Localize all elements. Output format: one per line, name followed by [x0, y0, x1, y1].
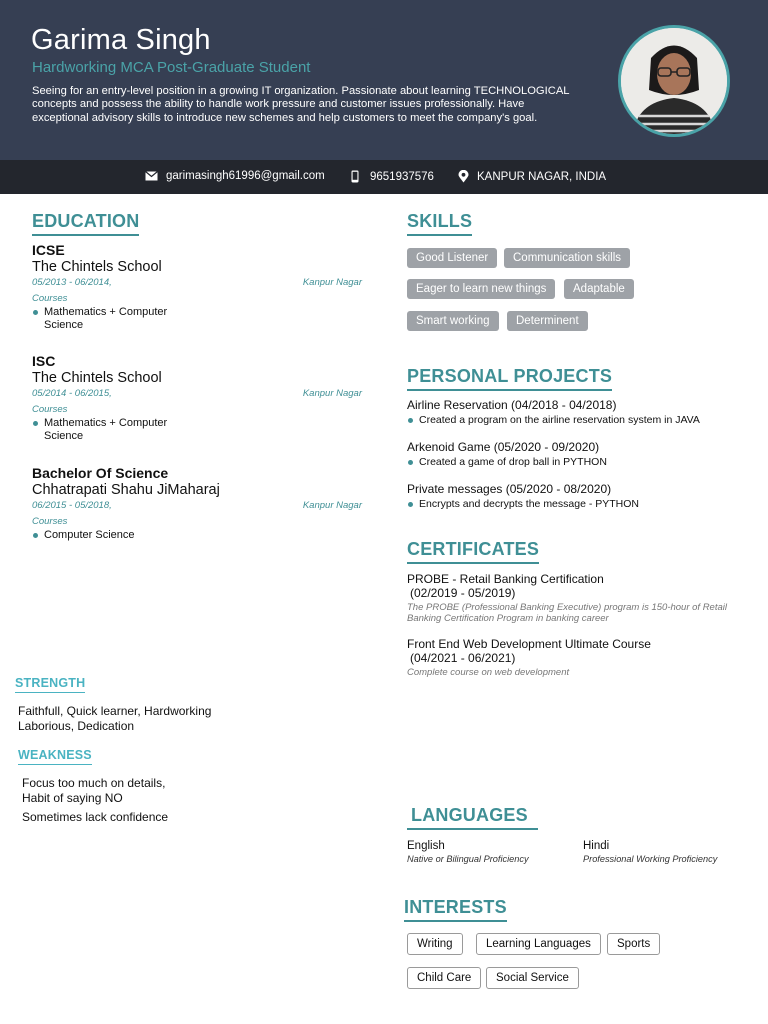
project-description: Created a game of drop ball in PYTHON — [407, 456, 747, 469]
education-location: Kanpur Nagar — [302, 388, 362, 399]
education-dates: 05/2013 - 06/2014, — [32, 277, 112, 288]
certificate-item — [407, 573, 737, 624]
profile-photo — [618, 25, 730, 137]
certificate-description: The PROBE (Professional Banking Executive) program is 150-hour of Retail Banking Certification Program in banking career — [407, 602, 727, 624]
interest-chip: Writing — [407, 933, 463, 955]
skills-heading: SKILLS — [407, 211, 472, 236]
interest-chip: Sports — [607, 933, 660, 955]
contact-phone[interactable] — [351, 170, 434, 183]
project-item — [407, 398, 747, 427]
certificate-description: Complete course on web development — [407, 667, 570, 678]
education-item — [32, 353, 362, 443]
location-pin-icon — [458, 170, 469, 183]
certificate-item — [407, 638, 737, 678]
language-item — [583, 840, 717, 864]
skill-chip: Eager to learn new things — [407, 279, 555, 299]
candidate-name: Garima Singh — [31, 24, 211, 56]
certificate-title: PROBE - Retail Banking Certification — [407, 572, 604, 586]
course-item: Mathematics + Computer Science — [32, 417, 362, 443]
languages-heading: LANGUAGES — [407, 805, 538, 830]
education-item — [32, 465, 362, 542]
strength-heading: STRENGTH — [15, 676, 85, 693]
skill-chip: Smart working — [407, 311, 499, 331]
skill-chip: Communication skills — [504, 248, 630, 268]
degree-name: ISC — [32, 353, 56, 369]
education-location: Kanpur Nagar — [302, 277, 362, 288]
profile-summary: Seeing for an entry-level position in a growing IT organization. Passionate about learning TECHNOLOGICAL concepts and possess the ability to handle work pressure and customer issues professionally. Have exceptional advisory skills to introduce new schemes and help customers to meet the company's goal. — [32, 85, 570, 124]
project-title: Arkenoid Game (05/2020 - 09/2020) — [407, 440, 600, 454]
weakness-heading: WEAKNESS — [18, 748, 92, 765]
phone-text: 9651937576 — [370, 170, 434, 183]
interest-chip: Social Service — [486, 967, 579, 989]
bullet-dot-icon — [33, 310, 38, 315]
certificates-heading: CERTIFICATES — [407, 539, 539, 564]
skill-chip: Determinent — [507, 311, 588, 331]
degree-name: Bachelor Of Science — [32, 465, 169, 481]
certificate-dates: (04/2021 - 06/2021) — [410, 650, 516, 665]
certificate-title: Front End Web Development Ultimate Course — [407, 637, 651, 651]
strength-text: Faithfull, Quick learner, Hardworking Laborious, Dedication — [18, 704, 212, 733]
projects-heading: PERSONAL PROJECTS — [407, 366, 612, 391]
weakness-text: Focus too much on details, Habit of saying NO Sometimes lack confidence — [22, 776, 169, 824]
project-title: Private messages (05/2020 - 08/2020) — [407, 482, 612, 496]
education-dates: 06/2015 - 05/2018, — [32, 500, 112, 511]
education-item — [32, 242, 362, 332]
language-name: English — [407, 840, 445, 852]
courses-label: Courses — [32, 516, 68, 527]
education-heading: EDUCATION — [32, 211, 139, 236]
contact-bar — [0, 160, 768, 194]
envelope-icon — [145, 171, 158, 181]
courses-label: Courses — [32, 293, 68, 304]
bullet-dot-icon — [33, 421, 38, 426]
person-photo-icon — [621, 28, 727, 134]
project-item — [407, 440, 747, 469]
bullet-dot-icon — [408, 502, 413, 507]
project-item — [407, 482, 747, 511]
school-name: Chhatrapati Shahu JiMaharaj — [32, 482, 220, 498]
certificate-dates: (02/2019 - 05/2019) — [410, 585, 516, 600]
mobile-phone-icon — [351, 170, 359, 183]
education-dates: 05/2014 - 06/2015, — [32, 388, 112, 399]
skill-chip: Adaptable — [564, 279, 634, 299]
resume-header — [0, 0, 768, 160]
bullet-dot-icon — [408, 418, 413, 423]
interests-heading: INTERESTS — [404, 897, 507, 922]
bullet-dot-icon — [408, 460, 413, 465]
interest-chip: Learning Languages — [476, 933, 601, 955]
bullet-dot-icon — [33, 533, 38, 538]
candidate-tagline: Hardworking MCA Post-Graduate Student — [32, 59, 311, 76]
project-description: Encrypts and decrypts the message - PYTHON — [407, 498, 747, 511]
school-name: The Chintels School — [32, 370, 162, 386]
project-description: Created a program on the airline reservation system in JAVA — [407, 414, 747, 427]
project-title: Airline Reservation (04/2018 - 04/2018) — [407, 398, 617, 412]
degree-name: ICSE — [32, 242, 65, 258]
language-name: Hindi — [583, 840, 610, 852]
skill-chip: Good Listener — [407, 248, 497, 268]
language-item — [407, 840, 529, 864]
interest-chip: Child Care — [407, 967, 481, 989]
courses-label: Courses — [32, 404, 68, 415]
school-name: The Chintels School — [32, 259, 162, 275]
language-level: Professional Working Proficiency — [583, 854, 718, 864]
contact-location — [458, 170, 606, 183]
email-text: garimasingh61996@gmail.com — [166, 170, 325, 182]
location-text: KANPUR NAGAR, INDIA — [477, 170, 607, 183]
contact-email[interactable] — [145, 170, 325, 182]
course-item: Mathematics + Computer Science — [32, 306, 362, 332]
education-location: Kanpur Nagar — [302, 500, 362, 511]
course-item: Computer Science — [32, 529, 362, 542]
language-level: Native or Bilingual Proficiency — [407, 854, 529, 864]
